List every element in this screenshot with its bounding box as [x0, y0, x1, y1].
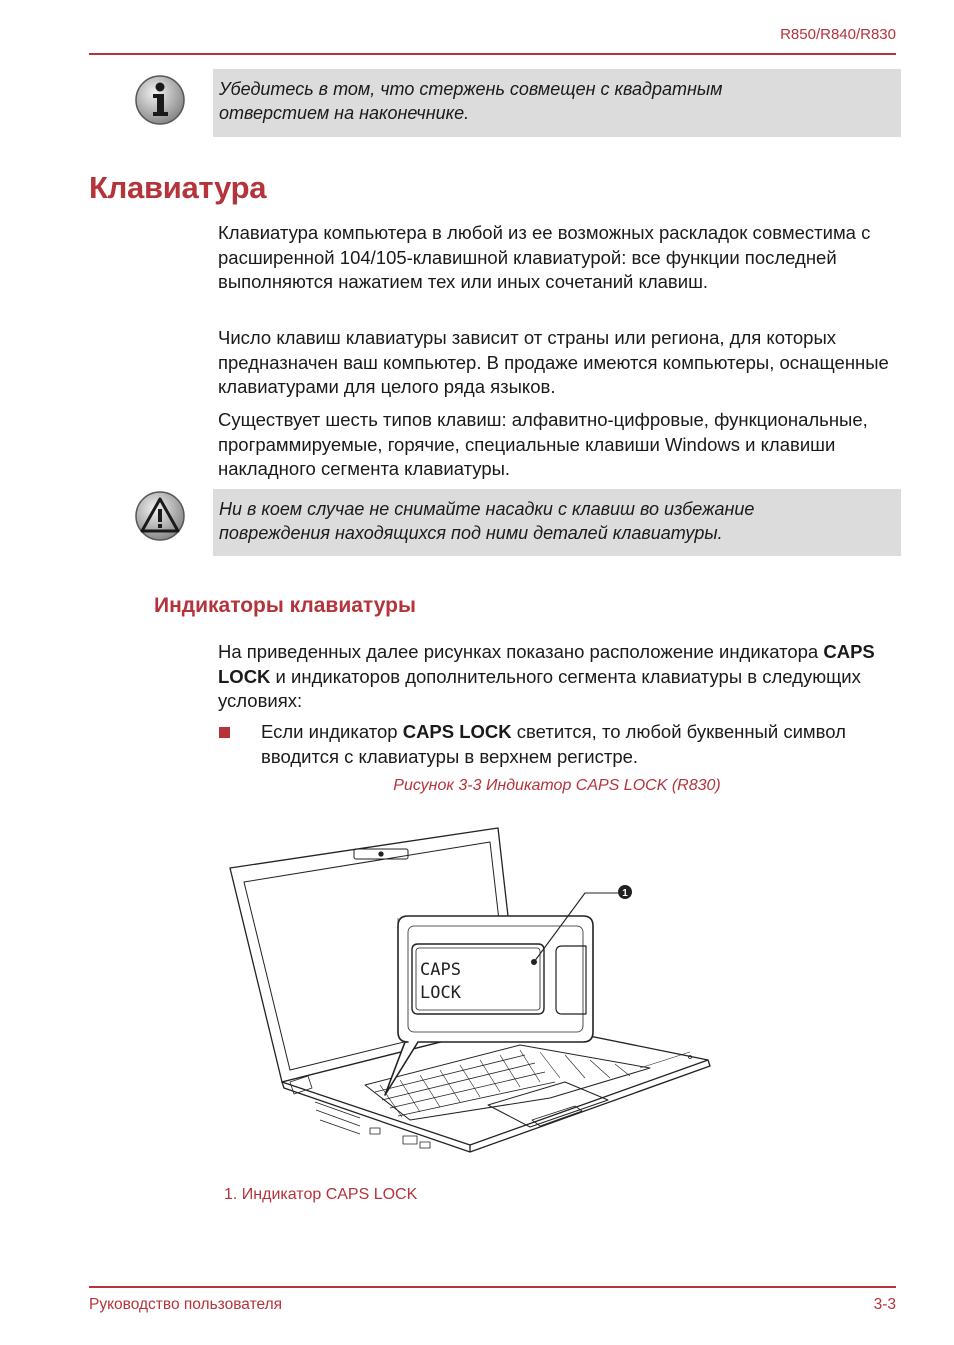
footer-rule — [89, 1286, 896, 1288]
page-number: 3-3 — [873, 1296, 896, 1313]
info-note-line1: Убедитесь в том, что стержень совмещен с квадратным — [219, 79, 723, 99]
header-rule — [89, 53, 896, 55]
footer-title: Руководство пользователя — [89, 1296, 283, 1313]
section-title: Клавиатура — [89, 170, 267, 205]
info-note-line2: отверстием на наконечнике. — [219, 103, 470, 123]
laptop-figure — [220, 820, 720, 1170]
warning-icon — [134, 490, 186, 547]
warning-note-line2: повреждения находящихся под ними деталей клавиатуры. — [219, 523, 723, 543]
info-icon — [134, 74, 186, 131]
warning-note-line1: Ни в коем случае не снимайте насадки с клавиш во избежание — [219, 499, 755, 519]
paragraph-3: Существует шесть типов клавиш: алфавитно-цифровые, функциональные, программируемые, горячие, специальные клавиши Windows и клавиши накладного сегмента клавиатуры. — [218, 409, 868, 479]
bullet-text-b: светится, то любой буквенный символ вводится с клавиатуры в верхнем регистре. — [261, 721, 846, 767]
bullet-text-a: Если индикатор — [261, 721, 403, 742]
subsection-title: Индикаторы клавиатуры — [154, 594, 416, 617]
key-label-lock: LOCK — [420, 983, 461, 1003]
bullet-marker — [219, 727, 230, 738]
bullet-caps-lock: CAPS LOCK — [402, 721, 512, 742]
figure-caption: Рисунок 3-3 Индикатор CAPS LOCK (R830) — [393, 777, 721, 794]
key-label-caps: CAPS — [420, 960, 461, 980]
intro-text-b: и индикаторов дополнительного сегмента клавиатуры в следующих условиях: — [218, 665, 861, 711]
paragraph-2: Число клавиш клавиатуры зависит от страны или региона, для которых предназначен ваш компьютер. В продаже имеются компьютеры, оснащенные клавиатурами для целого ряда языков. — [218, 327, 889, 397]
warning-note — [213, 489, 901, 556]
bullet-item — [261, 720, 901, 769]
figure-legend: 1. Индикатор CAPS LOCK — [224, 1186, 418, 1203]
paragraph-1: Клавиатура компьютера в любой из ее возможных раскладок совместима с расширенной 104/105-клавишной клавиатурой: все функции последней выполняются нажатием тех или иных сочетаний клавиш. — [218, 222, 871, 292]
info-note — [213, 69, 901, 137]
callout-number: 1 — [622, 888, 628, 899]
intro-paragraph — [218, 640, 894, 714]
intro-text-a: На приведенных далее рисунках показано расположение индикатора — [218, 641, 824, 662]
header-model: R850/R840/R830 — [780, 26, 896, 43]
intro-caps-lock: CAPS LOCK — [218, 641, 875, 687]
